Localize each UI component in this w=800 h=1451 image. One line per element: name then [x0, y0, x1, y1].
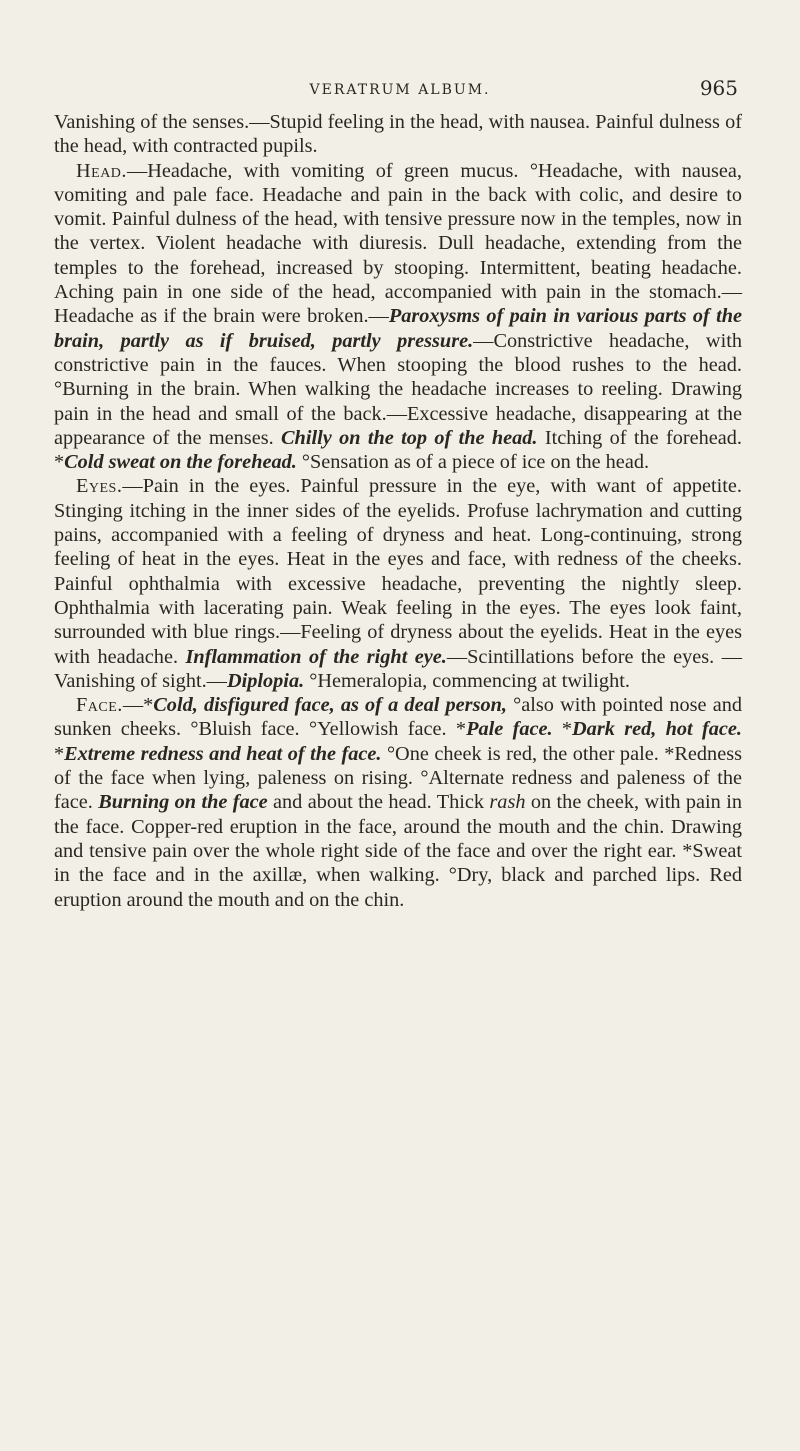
section-heading-head: Head. [76, 159, 127, 182]
body-text [54, 110, 742, 912]
page-number: 965 [699, 76, 738, 100]
section-heading-face: Face. [76, 694, 123, 717]
section-heading-eyes: Eyes. [76, 475, 123, 498]
running-title: VERATRUM ALBUM. [309, 82, 491, 98]
eyes-paragraph: Eyes.—Pain in the eyes. Painful pressure in the eye, with want of appetite. Stinging itching in the inner sides of the eyelids. Profuse lachrymation and cutting pains, accompanied with a feeling of dryness and heat. Long-continuing, strong feeling of heat in the eyes. Heat in the eyes and face, with redness of the cheeks. Painful ophthalmia with excessive headache, preventing the nightly sleep. Ophthalmia with lacerating pain. Weak feeling in the eyes. The eyes look faint, surrounded with blue rings.—Feeling of dryness about the eyelids. Heat in the eyes with headache. Inflammation of the right eye.—Scintillations before the eyes. —Vanishing of sight.—Diplopia. °Hemeralopia, commencing at twilight. [54, 475, 742, 692]
head-paragraph: Head.—Headache, with vomiting of green mucus. °Headache, with nausea, vomiting and pale face. Headache and pain in the back with colic, and desire to vomit. Painful dulness of the head, with tensive pressure now in the temples, now in the vertex. Violent headache with diuresis. Dull headache, extending from the temples to the forehead, increased by stooping. Intermittent, beating headache. Aching pain in one side of the head, accompanied with pain in the stomach.—Headache as if the brain were broken.—Paroxysms of pain in various parts of the brain, partly as if bruised, partly pressure.—Constrictive headache, with constrictive pain in the fauces. When stooping the blood rushes to the head. °Burning in the brain. When walking the headache increases to reeling. Drawing pain in the head and small of the back.—Excessive headache, disappearing at the appearance of the menses. Chilly on the top of the head. Itching of the forehead. *Cold sweat on the forehead. °Sensation as of a piece of ice on the head. [54, 159, 742, 474]
intro-paragraph: Vanishing of the senses.—Stupid feeling in the head, with nausea. Painful dulness of the head, with contracted pupils. [54, 111, 742, 158]
face-paragraph: Face.—*Cold, disfigured face, as of a deal person, °also with pointed nose and sunken cheeks. °Bluish face. °Yellowish face. *Pale face. *Dark red, hot face. *Extreme redness and heat of the face. °One cheek is red, the other pale. *Redness of the face when lying, paleness on rising. °Alternate redness and paleness of the face. Burning on the face and about the head. Thick rash on the cheek, with pain in the face. Copper-red eruption in the face, around the mouth and the chin. Drawing and tensive pain over the whole right side of the face and over the right ear. *Sweat in the face and in the axillæ, when walking. °Dry, black and parched lips. Red eruption around the mouth and on the chin. [54, 694, 743, 911]
